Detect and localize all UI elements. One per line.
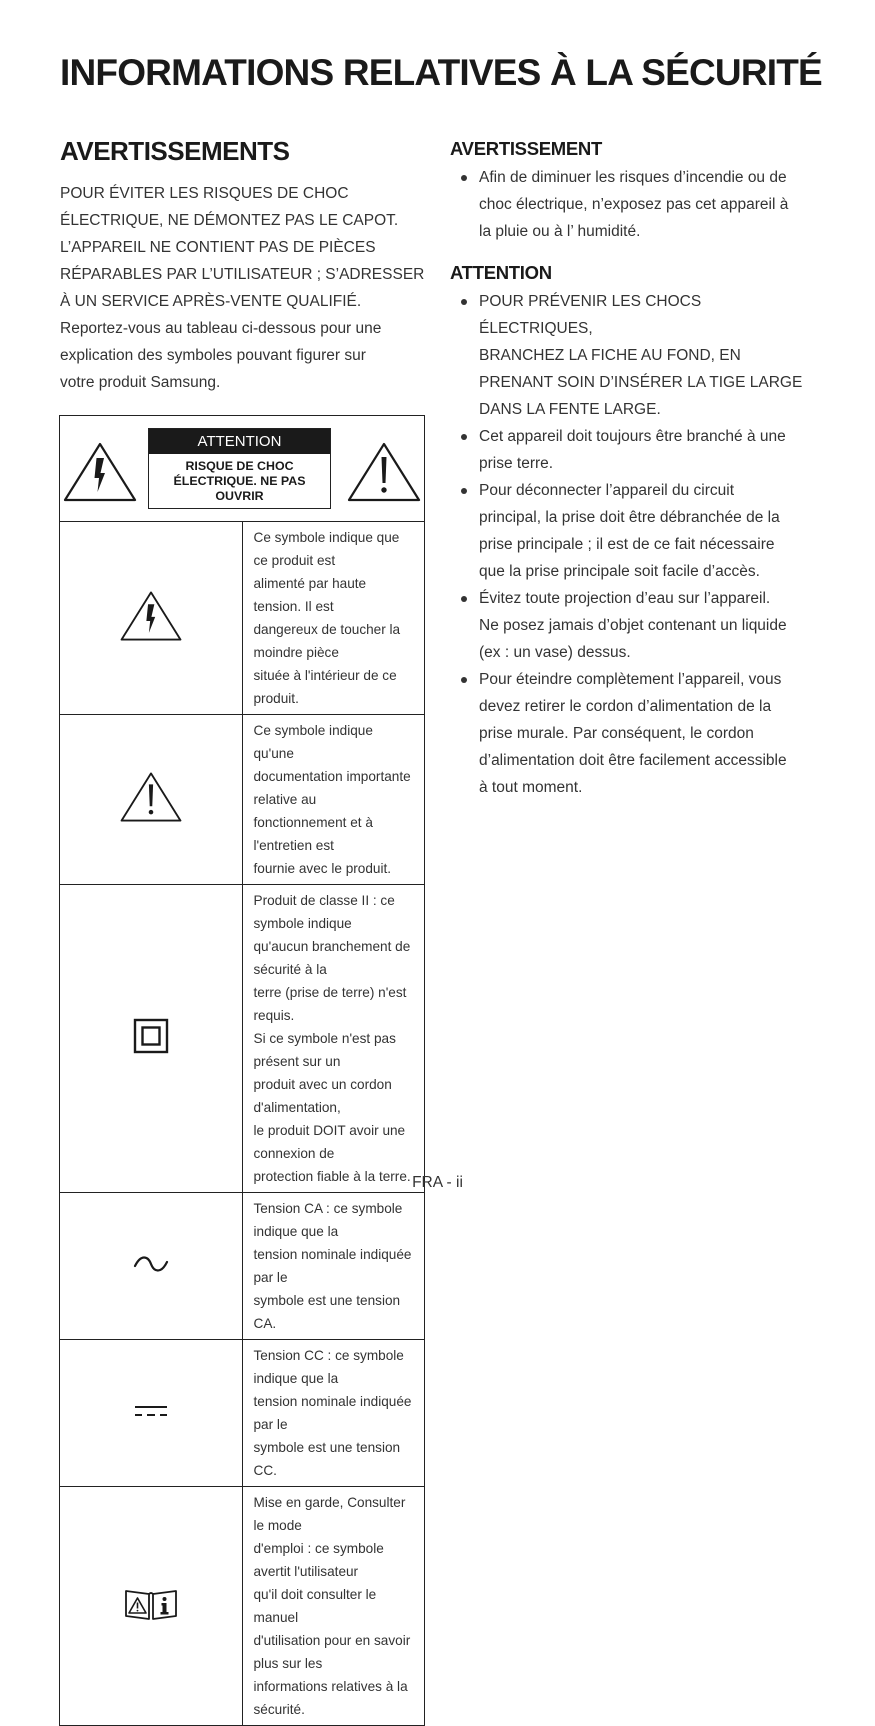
description-line: Mise en garde, Consulter le mode bbox=[253, 1495, 406, 1533]
paragraph-line: RÉPARABLES PAR L’UTILISATEUR ; S’ADRESSER bbox=[60, 266, 425, 283]
table-row bbox=[60, 885, 425, 1193]
list-item-line: que la prise principale soit facile d’accès. bbox=[479, 563, 760, 580]
description-line: Tension CA : ce symbole indique que la bbox=[253, 1201, 403, 1239]
icon-cell bbox=[60, 1193, 243, 1340]
description-cell bbox=[242, 1193, 425, 1340]
description-cell bbox=[242, 1340, 425, 1487]
icon-cell bbox=[60, 1487, 243, 1726]
exclamation-triangle-icon bbox=[346, 441, 422, 503]
table-header-row bbox=[60, 416, 425, 522]
class-ii-icon bbox=[133, 1018, 169, 1054]
table-row bbox=[60, 522, 425, 715]
list-item-line: (ex : un vase) dessus. bbox=[479, 644, 631, 661]
page-number: FRA - ii bbox=[412, 1174, 463, 1191]
symbols-table bbox=[59, 415, 425, 1726]
description-line: protection fiable à la terre. bbox=[253, 1169, 411, 1184]
list-item-line: à tout moment. bbox=[479, 779, 583, 796]
icon-cell bbox=[60, 522, 243, 715]
right-column bbox=[450, 138, 815, 801]
list-item-line: devez retirer le cordon d’alimentation de la bbox=[479, 698, 772, 715]
paragraph-line: ÉLECTRIQUE, NE DÉMONTEZ PAS LE CAPOT. bbox=[60, 212, 399, 229]
description-cell bbox=[242, 1487, 425, 1726]
consult-manual-icon bbox=[124, 1587, 178, 1621]
list-item-line: prise terre. bbox=[479, 455, 554, 472]
description-line: documentation importante relative au bbox=[253, 769, 411, 807]
warnings-heading: AVERTISSEMENTS bbox=[60, 136, 290, 166]
description-line: tension nominale indiquée par le bbox=[253, 1247, 412, 1285]
list-item-line: principal, la prise doit être débranchée de la bbox=[479, 509, 780, 526]
list-item-line: prise murale. Par conséquent, le cordon bbox=[479, 725, 754, 742]
list-item-line: Pour déconnecter l’appareil du circuit bbox=[479, 482, 735, 499]
warnings-column bbox=[60, 136, 426, 396]
description-line: dangereux de toucher la moindre pièce bbox=[253, 622, 401, 660]
avertissement-list bbox=[450, 164, 815, 245]
table-row bbox=[60, 1487, 425, 1726]
attention-box bbox=[148, 428, 331, 509]
paragraph-line: À UN SERVICE APRÈS-VENTE QUALIFIÉ. bbox=[60, 293, 362, 310]
description-line: qu'il doit consulter le manuel bbox=[253, 1587, 377, 1625]
list-item-line: BRANCHEZ LA FICHE AU FOND, EN bbox=[479, 347, 741, 364]
description-line: tension nominale indiquée par le bbox=[253, 1394, 412, 1432]
exclamation-triangle-icon bbox=[119, 770, 183, 824]
description-line: fournie avec le produit. bbox=[253, 861, 392, 876]
attention-section bbox=[450, 262, 815, 801]
list-item-line: prise principale ; il est de ce fait nécessaire bbox=[479, 536, 775, 553]
description-line: Tension CC : ce symbole indique que la bbox=[253, 1348, 404, 1386]
list-item-line: DANS LA FENTE LARGE. bbox=[479, 401, 661, 418]
list-item-line: Pour éteindre complètement l’appareil, vous bbox=[479, 671, 782, 688]
description-cell bbox=[242, 885, 425, 1193]
list-item-line: choc électrique, n’exposez pas cet appareil à bbox=[479, 196, 789, 213]
description-cell bbox=[242, 522, 425, 715]
list-item-line: Cet appareil doit toujours être branché à une bbox=[479, 428, 786, 445]
icon-cell bbox=[60, 715, 243, 885]
description-line: Ce symbole indique que ce produit est bbox=[253, 530, 400, 568]
description-cell bbox=[242, 715, 425, 885]
list-item-line: la pluie ou à l’ humidité. bbox=[479, 223, 641, 240]
attention-box-body: RISQUE DE CHOC ÉLECTRIQUE. NE PAS OUVRIR bbox=[173, 458, 306, 503]
description-line: d'utilisation pour en savoir plus sur les bbox=[253, 1633, 411, 1671]
list-item-line: POUR PRÉVENIR LES CHOCS ÉLECTRIQUES, bbox=[479, 293, 702, 337]
table-row bbox=[60, 1193, 425, 1340]
description-line: produit avec un cordon d'alimentation, bbox=[253, 1077, 392, 1115]
ac-voltage-icon bbox=[131, 1254, 171, 1274]
list-item bbox=[450, 423, 815, 477]
icon-cell bbox=[60, 1340, 243, 1487]
table-header-cell bbox=[60, 416, 425, 522]
list-item bbox=[450, 164, 815, 245]
avertissement-section bbox=[450, 138, 815, 245]
avertissement-heading: AVERTISSEMENT bbox=[450, 138, 602, 159]
description-line: Ce symbole indique qu'une bbox=[253, 723, 373, 761]
high-voltage-icon bbox=[62, 441, 138, 503]
list-item bbox=[450, 288, 815, 423]
list-item bbox=[450, 477, 815, 585]
description-line: Produit de classe II : ce symbole indique bbox=[253, 893, 395, 931]
description-line: symbole est une tension CC. bbox=[253, 1440, 401, 1478]
description-line: fonctionnement et à l'entretien est bbox=[253, 815, 373, 853]
page-title: INFORMATIONS RELATIVES À LA SÉCURITÉ bbox=[60, 52, 822, 93]
description-line: qu'aucun branchement de sécurité à la bbox=[253, 939, 411, 977]
high-voltage-icon bbox=[119, 589, 183, 643]
description-line: d'emploi : ce symbole avertit l'utilisateur bbox=[253, 1541, 384, 1579]
description-line: symbole est une tension CA. bbox=[253, 1293, 401, 1331]
list-item bbox=[450, 585, 815, 666]
paragraph-line: Reportez-vous au tableau ci-dessous pour une bbox=[60, 320, 382, 337]
description-line: située à l'intérieur de ce produit. bbox=[253, 668, 397, 706]
list-item-line: Évitez toute projection d’eau sur l’appareil. bbox=[479, 590, 771, 607]
list-item-line: Afin de diminuer les risques d’incendie ou de bbox=[479, 169, 787, 186]
table-row bbox=[60, 715, 425, 885]
warnings-paragraph bbox=[60, 180, 426, 396]
paragraph-line: explication des symboles pouvant figurer sur bbox=[60, 347, 366, 364]
list-item-line: Ne posez jamais d’objet contenant un liquide bbox=[479, 617, 787, 634]
description-line: terre (prise de terre) n'est requis. bbox=[253, 985, 407, 1023]
list-item-line: d’alimentation doit être facilement accessible bbox=[479, 752, 787, 769]
icon-cell bbox=[60, 885, 243, 1193]
attention-box-title: ATTENTION bbox=[149, 429, 330, 454]
attention-list bbox=[450, 288, 815, 801]
table-row bbox=[60, 1340, 425, 1487]
description-line: informations relatives à la sécurité. bbox=[253, 1679, 408, 1717]
attention-heading: ATTENTION bbox=[450, 262, 552, 283]
paragraph-line: votre produit Samsung. bbox=[60, 374, 221, 391]
description-line: alimenté par haute tension. Il est bbox=[253, 576, 367, 614]
list-item-line: PRENANT SOIN D’INSÉRER LA TIGE LARGE bbox=[479, 374, 803, 391]
paragraph-line: L’APPAREIL NE CONTIENT PAS DE PIÈCES bbox=[60, 239, 376, 256]
paragraph-line: POUR ÉVITER LES RISQUES DE CHOC bbox=[60, 185, 349, 202]
description-line: Si ce symbole n'est pas présent sur un bbox=[253, 1031, 396, 1069]
description-line: le produit DOIT avoir une connexion de bbox=[253, 1123, 406, 1161]
list-item bbox=[450, 666, 815, 801]
dc-voltage-icon bbox=[133, 1403, 169, 1419]
